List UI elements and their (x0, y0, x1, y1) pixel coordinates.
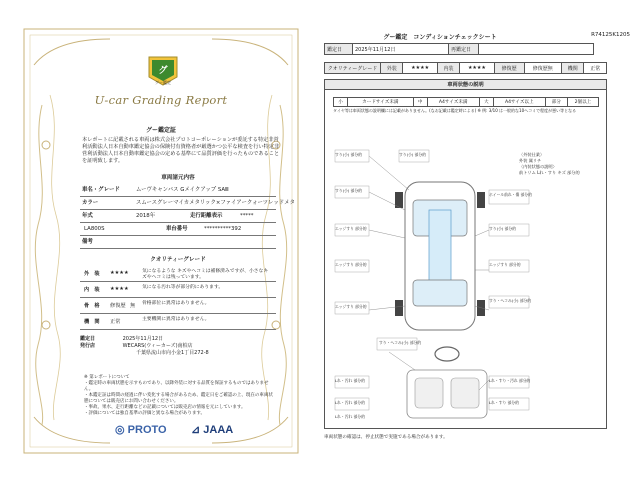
mech-desc: 主要機関に異常はありません。 (142, 317, 210, 322)
chassis-label: 車台番号 (166, 226, 188, 232)
frame-row (80, 299, 276, 314)
sheet-id: R74125K1205 (591, 32, 630, 38)
mech-label: 機関 (561, 63, 583, 74)
damage-label: エッジすり 部分的 (335, 226, 367, 231)
size-large-desc: A4サイズ以上 (493, 98, 545, 107)
note-line: ・事故、果水、走行距離などの記載については販売店の情報を元にしています。 (84, 405, 246, 410)
sheet-title: グー鑑定 コンディションチェックシート (383, 34, 497, 41)
condition-check-sheet (320, 25, 632, 457)
size-small: 小 (334, 98, 348, 107)
date-value: 2025年11月12日 (122, 336, 164, 342)
damage-label: すり(小) 部分的 (489, 226, 516, 231)
condition-notes-box (519, 152, 609, 232)
damage-label: すり(小) 部分的 (335, 152, 362, 157)
repair-value: 修復歴無 (524, 63, 561, 74)
size-legend-note: タイヤ等は車両状態の説明欄には記載がありません。(なお記載は鑑定時による) ※ 例: 3/10 は一般的な10ヘコミで程度が悪い等となる (333, 108, 577, 113)
model-row (80, 185, 276, 197)
interior-label: 内 装 (84, 287, 100, 293)
mech-value: 正常 (110, 319, 121, 325)
year-value: 2018年 (136, 213, 156, 219)
repair-label: 修復歴 (494, 63, 524, 74)
notes-exterior: 外装 属リチ (519, 158, 542, 163)
jaaa-icon: ⊿ (191, 424, 201, 436)
svg-text:グー鑑定: グー鑑定 (155, 80, 171, 85)
size-mid: 中 (413, 98, 427, 107)
grade-table (324, 62, 607, 74)
damage-label: Lれ・すり・汚れ 部分的 (489, 378, 531, 383)
issuer-value: WECARS(ウィーカーズ)南柏店 (122, 343, 193, 349)
size-parts: 部分 (545, 98, 567, 107)
issuer-label: 発行店 (80, 343, 96, 349)
date-value: 2025年11月12日 (353, 44, 449, 55)
color-value: スムースグレーマイカメタリック×ファイアークォーツレッドメタ (136, 200, 295, 206)
frame-desc: 骨格部位に異常はありません。 (142, 301, 210, 306)
int-stars: ★★★★ (460, 63, 494, 74)
exterior-row (80, 267, 276, 282)
footer-logos (115, 423, 265, 441)
damage-label: Lれ・汚れ 部分的 (335, 400, 365, 405)
interior-stars: ★★★★ (110, 286, 129, 292)
report-title: U-car Grading Report (94, 93, 228, 107)
damage-label: すり(小) 部分的 (399, 152, 426, 157)
certificate-subtitle: グー鑑定証 (145, 127, 176, 134)
damage-label: すり・ヘコみ(小) 部分的 (379, 340, 422, 345)
redate-value (479, 44, 594, 55)
note-line: ※ 第レポートについて (84, 375, 130, 380)
sheet-bottom-note: 車両状態の確認は、停止状態で実施である場合があります。 (324, 435, 448, 440)
redate-label: 再鑑定日 (449, 44, 479, 55)
exterior-label: 外 装 (84, 271, 100, 277)
damage-label: エッジすり 部分的 (335, 262, 367, 267)
type-row (80, 224, 276, 236)
remarks-row (80, 237, 276, 249)
grade-section-title: クオリティーグレード (150, 257, 206, 263)
color-label: カラー (82, 200, 99, 206)
size-mid-desc: A4サイズ未満 (427, 98, 479, 107)
size-count: 2個以上 (567, 98, 598, 107)
mileage-value: ***** (240, 213, 254, 219)
goo-kantei-logo-icon (146, 53, 180, 87)
color-row (80, 198, 295, 210)
notes-interior: 前トリム Lれ・すり キズ 部分的 (519, 170, 580, 175)
remarks-label: 備考 (82, 239, 93, 245)
ext-label: 外装 (381, 63, 403, 74)
grading-certificate (20, 25, 302, 457)
year-label: 年式 (82, 213, 93, 219)
damage-label: エッジすり 部分的 (335, 304, 367, 309)
damage-label: すり・ヘコみ(小) 部分的 (489, 298, 532, 303)
mech-label: 機 関 (84, 319, 100, 325)
size-large: 大 (479, 98, 493, 107)
model-label: 車名・グレード (82, 187, 120, 193)
exterior-stars: ★★★★ (110, 270, 129, 276)
proto-logo: ◎ PROTO (115, 424, 167, 436)
panel-title: 車両状態の説明 (325, 80, 606, 90)
frame-status: 無 (130, 303, 136, 309)
mech-value: 正常 (584, 63, 607, 74)
address-value: 千葉県流山市向小金1丁目272-8 (136, 350, 209, 356)
jaaa-logo: ⊿ JAAA (191, 424, 234, 436)
damage-label: ホイール前れ・傷 部分的 (489, 192, 532, 197)
frame-label: 骨 格 (84, 303, 100, 309)
vehicle-section-title: 車両諸元内容 (161, 175, 195, 181)
date-label: 鑑定日 (325, 44, 353, 55)
damage-label: エッジすり 部分的 (489, 262, 521, 267)
proto-icon: ◎ (115, 424, 125, 436)
year-row (80, 211, 276, 223)
date-label: 鑑定日 (80, 336, 96, 342)
note-line: ・評価については独自基準の評価と異なる場合があります。 (84, 411, 206, 416)
size-small-desc: カードサイズ未満 (348, 98, 414, 107)
interior-row (80, 283, 276, 298)
damage-label: すり(小) 部分的 (335, 188, 362, 193)
date-table (324, 43, 594, 55)
chassis-value: **********392 (204, 226, 242, 232)
notes-title-exterior: 〈外装仕業〉 (519, 152, 545, 157)
grade-label: クオリティーグレード (325, 63, 381, 74)
exterior-desc: 気になるような キズやヘコミは補修済みですが、小さなキズやヘコミは残っています。 (142, 269, 269, 280)
frame-value: 修復歴 (110, 303, 126, 309)
certificate-paragraph: 本レポートに記載される車両は株式会社プロトコーポレーションが委託する特定非営利活動法人日本自動車鑑定協会の保険付有資格者が厳選かつ公平な検査を行い特定非営利活動法人日本自動車鑑定協会の定める基準にて品質評価を行ったものであることを証明致します。 (82, 137, 280, 164)
damage-label: Lれ・汚れ 部分的 (335, 378, 365, 383)
size-legend-table (333, 97, 599, 107)
note-line: ・鑑定時の車両状態を示すものであり、以降外装に対する品質を保証するものではありません。 (84, 381, 269, 392)
svg-text:グ: グ (158, 66, 168, 76)
damage-label: Lれ・すり 部分的 (489, 400, 519, 405)
damage-label: Lれ・汚れ 部分的 (335, 414, 365, 419)
int-label: 内装 (437, 63, 459, 74)
ext-stars: ★★★★ (403, 63, 437, 74)
note-line: ・本鑑定証は時間の経過に伴い変化する場合があるため、鑑定日をご確認の上、現在の車両状態については販売店にお問い合わせください。 (84, 393, 273, 404)
mileage-label: 走行距離表示 (190, 213, 223, 219)
condition-panel (324, 79, 607, 429)
mech-row (80, 315, 276, 330)
type-value: LA800S (84, 226, 105, 232)
model-value: ムーヴキャンバス Gメイクアップ SAⅢ (136, 187, 229, 193)
interior-desc: 気になる汚れ等が部分的にあります。 (142, 285, 224, 290)
certificate-notes (84, 375, 274, 417)
notes-title-interior: 〈内装状態の説明〉 (519, 164, 557, 169)
issue-block (80, 336, 276, 357)
